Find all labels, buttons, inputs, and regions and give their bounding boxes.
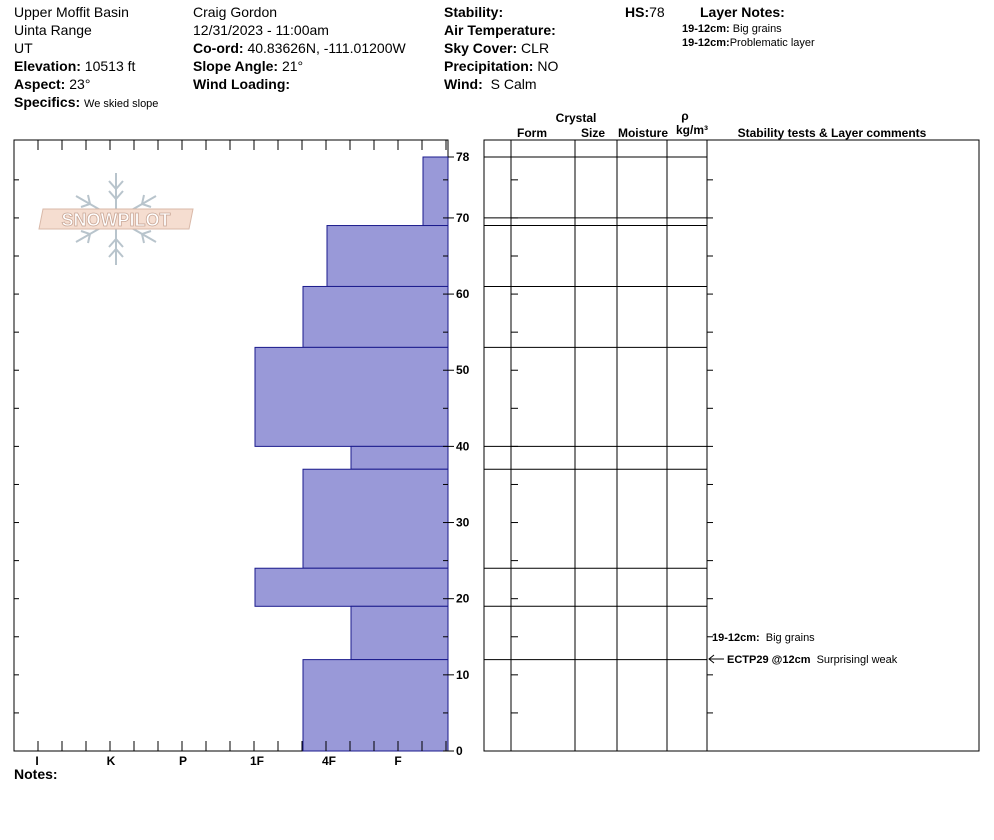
hardness-layer-bar xyxy=(327,226,448,287)
stability-test-result xyxy=(727,654,898,666)
snowpilot-logo xyxy=(39,173,193,265)
logo-text: SNOWPILOT xyxy=(61,210,171,230)
observer-name: Craig Gordon xyxy=(193,4,278,20)
layer-note-text: Big grains xyxy=(732,23,782,35)
depth-tick-label: 70 xyxy=(456,210,470,225)
stability-label: Stability: xyxy=(444,4,504,20)
hardness-layer-bar xyxy=(303,660,448,751)
coord-label: Co-ord: xyxy=(193,40,244,56)
specifics-value: We skied slope xyxy=(84,98,159,110)
elevation-label: Elevation: xyxy=(14,58,81,74)
moisture-header: Moisture xyxy=(617,126,669,140)
hardness-layer-bar xyxy=(351,446,448,469)
hardness-layer-bar xyxy=(423,157,448,226)
hardness-tick-label: I xyxy=(35,754,39,768)
density-symbol: ρ xyxy=(681,109,689,123)
sky-cover-value: CLR xyxy=(521,40,550,56)
depth-tick-label: 40 xyxy=(456,439,470,454)
sky-cover-label: Sky Cover: xyxy=(444,40,518,56)
specifics-label: Specifics: xyxy=(14,94,81,110)
hardness-layer-bar xyxy=(255,568,448,606)
crystal-header: Crystal xyxy=(555,111,597,125)
layer-comment-text: Big grains xyxy=(765,632,815,644)
layer-note-range: 19-12cm: xyxy=(682,37,730,49)
aspect-value: 23° xyxy=(69,76,91,92)
hardness-tick-label: 1F xyxy=(249,754,265,768)
observation-datetime: 12/31/2023 - 11:00am xyxy=(193,22,329,38)
depth-tick-label: 20 xyxy=(456,591,470,606)
density-unit: kg/m³ xyxy=(675,123,709,137)
depth-tick-label: 10 xyxy=(456,667,470,682)
table-depth-ticks xyxy=(511,180,713,751)
wind-value: S Calm xyxy=(490,76,537,92)
precipitation-label: Precipitation: xyxy=(444,58,534,74)
hardness-layer-bar xyxy=(303,286,448,347)
hardness-tick-label: K xyxy=(106,754,116,768)
coord-value: 40.83626N, -111.01200W xyxy=(247,40,406,56)
slope-value: 21° xyxy=(281,58,304,74)
comments-header: Stability tests & Layer comments xyxy=(737,126,927,140)
layer-note-range: 19-12cm: xyxy=(682,23,730,35)
layer-note-text: Problematic layer xyxy=(729,37,815,49)
layer-notes-title: Layer Notes: xyxy=(700,4,785,20)
state: UT xyxy=(14,40,33,56)
slope-label: Slope Angle: xyxy=(193,58,279,74)
layer-comment-range: 19-12cm: xyxy=(712,632,760,644)
aspect-label: Aspect: xyxy=(14,76,66,92)
layer-comment xyxy=(712,632,815,644)
depth-tick-label: 60 xyxy=(456,287,470,302)
depth-tick-label: 78 xyxy=(456,150,470,164)
depth-tick-label: 0 xyxy=(456,744,463,758)
air-temp-label: Air Temperature: xyxy=(444,22,556,38)
hardness-layers xyxy=(255,157,448,751)
form-header: Form xyxy=(517,126,547,140)
hardness-tick-label: F xyxy=(394,754,402,768)
notes-label: Notes: xyxy=(14,766,58,782)
stability-test-code: ECTP29 @12cm xyxy=(727,654,811,666)
hs-value: 78 xyxy=(649,4,665,20)
size-header: Size xyxy=(580,126,606,140)
hardness-tick-label: P xyxy=(178,754,188,768)
hardness-layer-bar xyxy=(255,347,448,446)
precipitation-value: NO xyxy=(537,58,559,74)
stability-test-text: Surprisingl weak xyxy=(816,654,898,666)
hardness-layer-bar xyxy=(303,469,448,568)
hs-label: HS: xyxy=(625,4,650,20)
depth-tick-label: 50 xyxy=(456,363,470,378)
hardness-layer-bar xyxy=(351,606,448,659)
mountain-range: Uinta Range xyxy=(14,22,92,38)
elevation-value: 10513 ft xyxy=(84,58,136,74)
depth-tick-label: 30 xyxy=(456,515,470,530)
wind-label: Wind: xyxy=(444,76,483,92)
arrow-left-icon xyxy=(709,655,724,663)
location-name: Upper Moffit Basin xyxy=(14,4,129,20)
wind-loading-label: Wind Loading: xyxy=(193,76,291,92)
hardness-tick-label: 4F xyxy=(321,754,337,768)
